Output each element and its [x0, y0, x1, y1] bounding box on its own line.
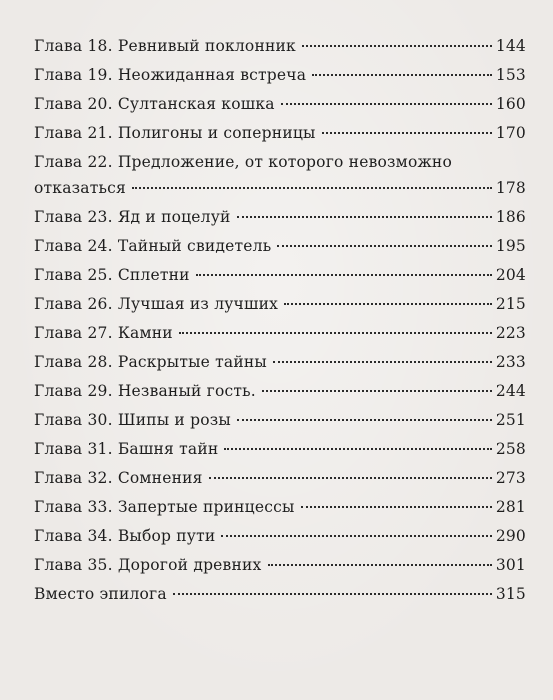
toc-entry-page: 215	[495, 295, 526, 313]
toc-entry-title: Глава 20. Султанская кошка	[34, 95, 275, 113]
leader-dots	[277, 245, 491, 247]
toc-entry-page: 233	[495, 353, 526, 371]
toc-entry-title: Глава 35. Дорогой древних	[34, 556, 262, 574]
toc-entry-page: 186	[495, 208, 526, 226]
toc-entry	[34, 123, 526, 143]
toc-entry-title: Глава 27. Камни	[34, 324, 173, 342]
toc-entry-title: Глава 33. Запертые принцессы	[34, 498, 295, 516]
leader-dots	[173, 593, 492, 595]
leader-dots	[179, 332, 492, 334]
toc-entry-page: 195	[495, 237, 526, 255]
toc-entry-page: 178	[495, 179, 526, 197]
leader-dots	[221, 535, 491, 537]
toc-entry	[34, 265, 526, 285]
leader-dots	[322, 132, 492, 134]
toc-entry-page: 290	[495, 527, 526, 545]
toc-entry	[34, 65, 526, 85]
toc-entry-title: Глава 31. Башня тайн	[34, 440, 219, 458]
leader-dots	[268, 564, 492, 566]
toc-entry-title: Глава 28. Раскрытые тайны	[34, 353, 267, 371]
toc-entry-page: 273	[495, 469, 526, 487]
leader-dots	[312, 74, 492, 76]
leader-dots	[302, 45, 492, 47]
toc-entry-title: Глава 19. Неожиданная встреча	[34, 66, 307, 84]
toc-entry-title: Глава 21. Полигоны и соперницы	[34, 124, 316, 142]
toc-entry-page: 301	[495, 556, 526, 574]
toc-entry	[34, 323, 526, 343]
toc-entry-page: 251	[495, 411, 526, 429]
toc-entry	[34, 555, 526, 575]
toc-entry-page: 144	[495, 37, 526, 55]
leader-dots	[262, 390, 492, 392]
leader-dots	[301, 506, 492, 508]
toc-entry	[34, 152, 526, 198]
toc-entry	[34, 236, 526, 256]
leader-dots	[281, 103, 492, 105]
table-of-contents	[34, 36, 526, 604]
toc-entry	[34, 439, 526, 459]
toc-entry-page: 223	[495, 324, 526, 342]
leader-dots	[132, 187, 492, 189]
toc-entry	[34, 468, 526, 488]
toc-entry	[34, 294, 526, 314]
toc-entry-title: Вместо эпилога	[34, 585, 167, 603]
toc-entry	[34, 94, 526, 114]
toc-entry-title: Глава 18. Ревнивый поклонник	[34, 37, 296, 55]
toc-entry	[34, 381, 526, 401]
toc-entry-title: Глава 23. Яд и поцелуй	[34, 208, 231, 226]
leader-dots	[209, 477, 492, 479]
toc-entry-page: 244	[495, 382, 526, 400]
toc-entry-page: 170	[495, 124, 526, 142]
toc-entry-title-line2: отказаться	[34, 179, 127, 197]
toc-entry	[34, 36, 526, 56]
toc-entry-page: 281	[495, 498, 526, 516]
toc-entry	[34, 584, 526, 604]
toc-entry-title: Глава 29. Незваный гость.	[34, 382, 256, 400]
leader-dots	[196, 274, 492, 276]
toc-entry-page: 160	[495, 95, 526, 113]
leader-dots	[237, 216, 492, 218]
leader-dots	[284, 303, 492, 305]
leader-dots	[237, 419, 492, 421]
toc-entry-title: Глава 26. Лучшая из лучших	[34, 295, 279, 313]
toc-entry-title: Глава 24. Тайный свидетель	[34, 237, 272, 255]
toc-entry-page: 153	[495, 66, 526, 84]
toc-entry-page: 315	[495, 585, 526, 603]
toc-entry-title-line1: Глава 22. Предложение, от которого невозможно	[34, 153, 452, 171]
leader-dots	[273, 361, 492, 363]
leader-dots	[224, 448, 491, 450]
toc-entry	[34, 207, 526, 227]
toc-entry-title: Глава 30. Шипы и розы	[34, 411, 231, 429]
toc-entry	[34, 526, 526, 546]
toc-entry-page: 204	[495, 266, 526, 284]
toc-entry-page: 258	[495, 440, 526, 458]
toc-entry-title: Глава 32. Сомнения	[34, 469, 203, 487]
toc-entry	[34, 410, 526, 430]
toc-entry-title: Глава 25. Сплетни	[34, 266, 190, 284]
toc-entry	[34, 352, 526, 372]
toc-entry-title: Глава 34. Выбор пути	[34, 527, 216, 545]
toc-entry	[34, 497, 526, 517]
